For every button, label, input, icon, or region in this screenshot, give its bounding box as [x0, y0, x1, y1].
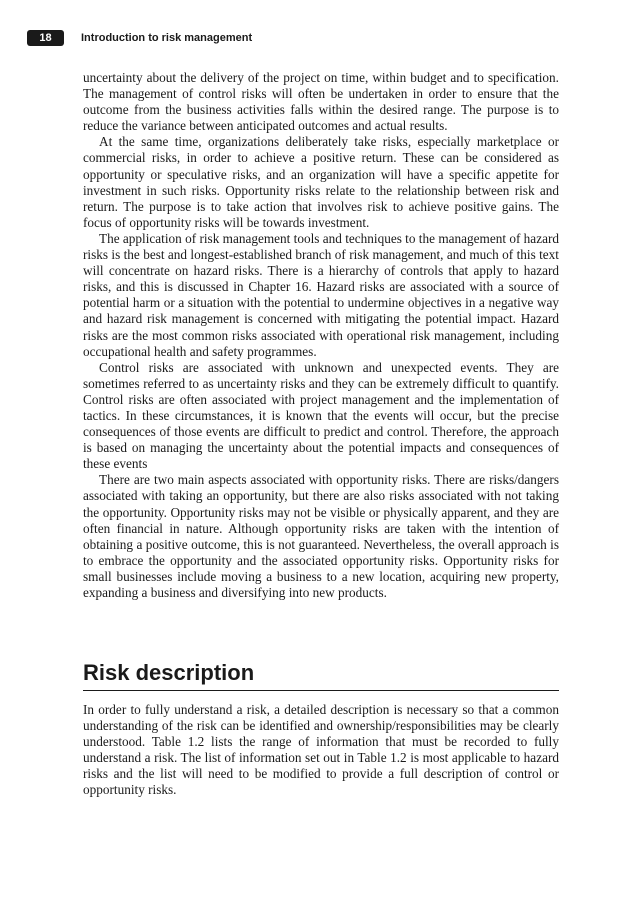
- page-number: 18: [27, 30, 64, 46]
- body-text-section: [83, 70, 559, 601]
- paragraph: Control risks are associated with unknown and unexpected events. They are sometimes referred to as uncertainty risks and they can be extremely difficult to quantify. Control risks are often associated with project management and the implementation of tactics. In these circumstances, it is known that the events will occur, but the precise consequences of those events are difficult to predict and control. Therefore, the approach is based on managing the uncertainty about the potential impacts and consequences of these events: [83, 359, 559, 472]
- paragraph: At the same time, organizations deliberately take risks, especially marketplace or commercial risks, in order to achieve a positive return. These can be considered as opportunity or speculative risks, and an organization will have a specific appetite for investment in such risks. Opportunity risks relate to the relationship between risk and return. The purpose is to take action that involves risk to achieve positive gains. The focus of opportunity risks will be towards investment.: [83, 134, 559, 230]
- paragraph: The application of risk management tools and techniques to the management of hazard risks is the best and longest-established branch of risk management, and much of this text will concentrate on hazard risks. There is a hierarchy of controls that apply to hazard risks, and this is discussed in Chapter 16. Hazard risks are associated with a source of potential harm or a situation with the potential to undermine objectives in a negative way and hazard risk management is concerned with mitigating the potential impact. Hazard risks are the most common risks associated with operational risk management, including occupational health and safety programmes.: [83, 230, 559, 359]
- paragraph: uncertainty about the delivery of the project on time, within budget and to specification. The management of control risks will often be undertaken in order to ensure that the outcome from the business activities falls within the desired range. The purpose is to reduce the variance between anticipated outcomes and actual results.: [83, 70, 559, 134]
- running-head: Introduction to risk management: [81, 32, 253, 44]
- page-header: [27, 30, 252, 46]
- risk-description-section: [83, 702, 559, 799]
- paragraph: In order to fully understand a risk, a detailed description is necessary so that a common understanding of the risk can be identified and ownership/​responsibilities may be clearly understood. Table 1.2 lists the range of information that must be recorded to fully understand a risk. The list of information set out in Table 1.2 is most applicable to hazard risks and the list will need to be modified to provide a full description of control or opportunity risks.: [83, 702, 559, 798]
- paragraph: There are two main aspects associated with opportunity risks. There are risks/​dangers associated with taking an opportunity, but there are also risks associated with not taking the opportunity. Opportunity risks may not be visible or physically apparent, and they are often financial in nature. Although opportunity risks are taken with the intention of obtaining a positive outcome, this is not guaranteed. Nevertheless, the overall approach is to embrace the opportunity and the associated opportunity risks. Opportunity risks for small businesses include moving a business to a new location, acquiring new property, expanding a business and diversifying into new products.: [83, 472, 559, 600]
- section-heading: Risk description: [83, 658, 559, 691]
